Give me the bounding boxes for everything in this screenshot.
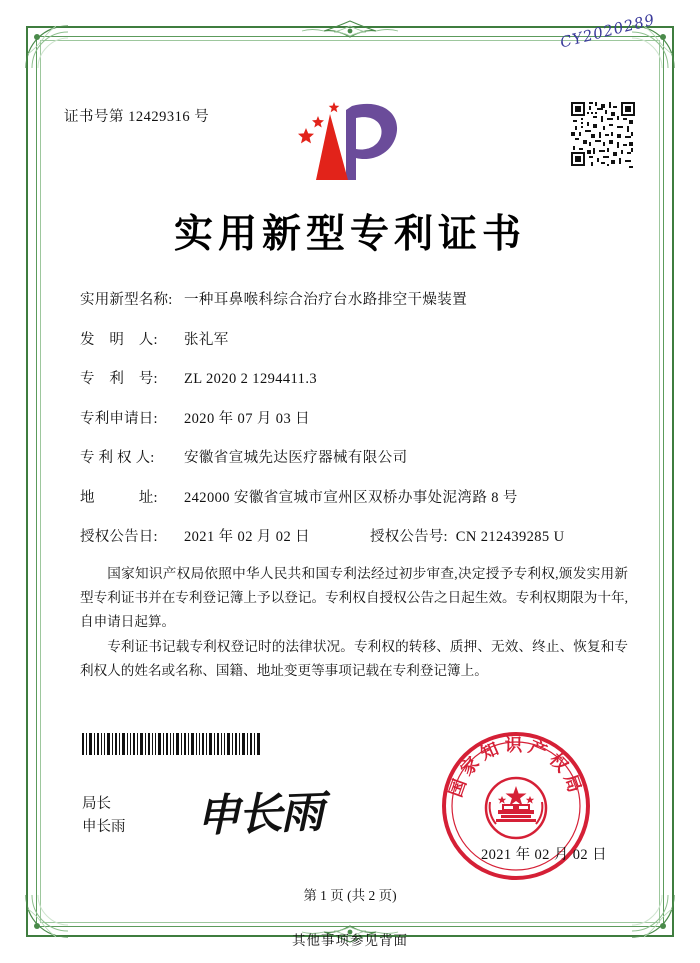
certificate-number: 证书号第 12429316 号 <box>64 109 210 125</box>
field-value: 242000 安徽省宣城市宣州区双桥办事处泥湾路 8 号 <box>184 489 518 506</box>
seal-text-arc: 国家知识产权局 <box>446 735 586 800</box>
qr-code <box>569 100 637 168</box>
field-label-secondary: 授权公告号: <box>370 529 448 545</box>
page-indicator: 第 1 页 (共 2 页) <box>303 888 397 903</box>
director-label <box>82 793 126 839</box>
legal-text-block <box>80 562 628 684</box>
field-row-patent-number <box>80 367 630 388</box>
field-label: 授权公告日: <box>80 529 158 545</box>
field-row-grant-announcement <box>80 525 630 546</box>
director-label-line2: 申长雨 <box>82 819 126 835</box>
field-value: 2020 年 07 月 03 日 <box>184 410 311 427</box>
field-row-application-date <box>80 407 630 428</box>
field-value: 安徽省宣城先达医疗器械有限公司 <box>184 450 408 466</box>
field-value-secondary: CN 212439285 U <box>455 529 565 545</box>
barcode <box>82 733 260 755</box>
field-label: 地 址: <box>80 489 158 506</box>
top-center-ornament-icon <box>290 18 410 49</box>
field-row-utility-model-name <box>80 288 630 309</box>
page-title: 实用新型专利证书 <box>173 211 526 257</box>
legal-paragraph: 专利证书记载专利权登记时的法律状况。专利权的转移、质押、无效、终止、恢复和专利权人的姓名或名称、国籍、地址变更等事项记载在专利登记簿上。 <box>80 639 628 678</box>
field-label: 专 利 号: <box>80 371 158 387</box>
field-value: 张礼军 <box>184 331 229 348</box>
field-list <box>80 288 630 565</box>
seal-date: 2021 年 02 月 02 日 <box>480 847 607 863</box>
director-label-line1: 局长 <box>82 796 111 812</box>
handwritten-signature: 申长雨 <box>195 786 324 843</box>
field-value: ZL 2020 2 1294411.3 <box>184 371 317 387</box>
field-value: 一种耳鼻喉科综合治疗台水路排空干燥装置 <box>184 292 468 308</box>
handwritten-code: CY2020289 <box>558 10 657 52</box>
footer-note: 其他事项参见背面 <box>292 933 408 948</box>
field-row-inventor <box>80 328 630 349</box>
field-label: 实用新型名称: <box>80 292 173 308</box>
field-label: 专 利 权 人: <box>80 450 155 466</box>
field-label: 发 明 人: <box>80 331 158 348</box>
field-row-patentee <box>80 446 630 467</box>
cnipa-logo-icon <box>290 92 410 184</box>
field-label: 专利申请日: <box>80 410 158 427</box>
field-row-address <box>80 486 630 507</box>
field-value: 2021 年 02 月 02 日 <box>184 529 311 545</box>
legal-paragraph: 国家知识产权局依照中华人民共和国专利法经过初步审查,决定授予专利权,颁发实用新型专利证书并在专利登记簿上予以登记。专利权自授权公告之日起生效。专利权期限为十年,自申请日起算。 <box>80 566 628 629</box>
